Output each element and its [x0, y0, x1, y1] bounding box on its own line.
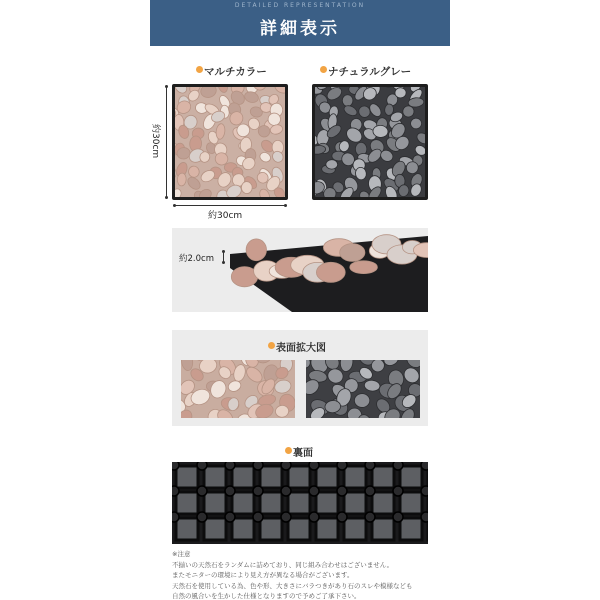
page-title: 詳細表示	[260, 19, 340, 39]
stud-shape	[172, 462, 179, 470]
gray-tile-image	[312, 84, 428, 200]
notes	[172, 549, 442, 600]
note-line: ※注意	[172, 550, 191, 558]
stone-shape	[175, 187, 183, 197]
stud-shape	[281, 512, 291, 522]
stud-shape	[337, 486, 347, 496]
grid-cell-shape	[232, 466, 254, 488]
stud-shape	[172, 486, 179, 496]
grid-cell-shape	[372, 518, 394, 540]
grid-cell-shape	[372, 492, 394, 514]
note-line: またモニターの環境により見え方が異なる場合がございます。	[172, 571, 354, 579]
stud-shape	[365, 462, 375, 470]
grid-cell-shape	[204, 466, 226, 488]
stud-shape	[197, 462, 207, 470]
stone-shape	[340, 244, 365, 262]
height-dimension-line	[166, 86, 167, 198]
width-dimension-line	[174, 205, 286, 206]
thickness-label: 約2.0cm	[179, 254, 214, 264]
grid-cell-shape	[260, 518, 282, 540]
stone-shape	[306, 409, 310, 418]
note-line: 天然石を使用している為、色や形、大きさにバラつきがあり石のスレや模様なども	[172, 581, 413, 590]
stone-shape	[216, 87, 229, 94]
stone-shape	[246, 239, 266, 261]
stone-shape	[241, 181, 252, 193]
stud-shape	[225, 486, 235, 496]
grid-cell-shape	[288, 518, 310, 540]
stone-shape	[186, 175, 203, 192]
stud-shape	[421, 486, 428, 496]
closeup-section-label: 表面拡大図	[268, 339, 326, 354]
stone-shape	[316, 262, 345, 282]
grid-cell-shape	[176, 518, 198, 540]
stud-shape	[365, 512, 375, 522]
stud-shape	[172, 512, 179, 522]
stud-shape	[225, 462, 235, 470]
grid-cell-shape	[176, 492, 198, 514]
stud-shape	[225, 512, 235, 522]
grid-cell-shape	[344, 492, 366, 514]
stud-shape	[421, 512, 428, 522]
stone-shape	[215, 123, 225, 140]
grid-cell-shape	[400, 466, 422, 488]
stone-shape	[364, 379, 381, 391]
header-subtitle: DETAILED REPRESENTATION	[234, 2, 366, 9]
stud-shape	[309, 512, 319, 522]
stone-shape	[354, 393, 370, 407]
stone-shape	[367, 102, 383, 119]
page-header	[150, 0, 450, 46]
stone-shape	[326, 160, 338, 170]
stud-shape	[281, 462, 291, 470]
stud-shape	[197, 486, 207, 496]
stone-shape	[342, 95, 353, 107]
stone-shape	[370, 360, 387, 374]
grid-cell-shape	[232, 518, 254, 540]
grid-cell-shape	[400, 518, 422, 540]
stone-shape	[181, 360, 194, 371]
grid-cell-shape	[260, 466, 282, 488]
stud-shape	[393, 486, 403, 496]
multicolor-closeup-image	[181, 360, 295, 418]
grid-cell-shape	[316, 492, 338, 514]
stud-shape	[253, 512, 263, 522]
gray-closeup-image	[306, 360, 420, 418]
stone-shape	[187, 165, 200, 179]
stone-shape	[175, 87, 189, 95]
stud-shape	[281, 486, 291, 496]
accent-dot-icon	[285, 447, 292, 454]
stud-shape	[337, 462, 347, 470]
accent-dot-icon	[268, 342, 275, 349]
stud-shape	[253, 462, 263, 470]
grid-cell-shape	[204, 492, 226, 514]
stud-shape	[309, 486, 319, 496]
back-section-label: 裏面	[285, 444, 313, 459]
stone-shape	[415, 131, 425, 146]
grid-cell-shape	[288, 492, 310, 514]
grid-cell-shape	[232, 492, 254, 514]
grid-cell-shape	[288, 466, 310, 488]
stud-shape	[393, 462, 403, 470]
variant-label-multicolor: マルチカラー	[196, 64, 267, 79]
stone-shape	[401, 365, 420, 386]
multicolor-tile-image	[172, 84, 288, 200]
stone-shape	[175, 90, 176, 105]
accent-dot-icon	[320, 66, 327, 73]
stud-shape	[197, 512, 207, 522]
grid-cell-shape	[316, 518, 338, 540]
stone-shape	[243, 90, 259, 104]
grid-cell-shape	[260, 492, 282, 514]
height-dimension-label: 約30cm	[150, 124, 160, 159]
stud-shape	[337, 512, 347, 522]
stone-shape	[273, 378, 292, 394]
grid-cell-shape	[316, 466, 338, 488]
side-view-panel	[172, 228, 428, 312]
stone-shape	[395, 87, 407, 98]
grid-cell-shape	[176, 466, 198, 488]
stud-shape	[309, 462, 319, 470]
back-side-image	[172, 462, 428, 544]
grid-cell-shape	[400, 492, 422, 514]
thickness-dimension-line	[223, 251, 224, 263]
stud-shape	[365, 486, 375, 496]
note-line: 不揃いの天然石をランダムに詰めており、同じ組み合わせはございません。	[172, 560, 394, 569]
note-line: 自然の風合いを生かした仕様となりますので予めご了承下さい。	[172, 592, 361, 600]
width-dimension-label: 約30cm	[208, 211, 243, 221]
accent-dot-icon	[196, 66, 203, 73]
variant-label-gray: ナチュラルグレー	[320, 64, 411, 79]
stud-shape	[393, 512, 403, 522]
stone-shape	[258, 151, 272, 164]
grid-cell-shape	[204, 518, 226, 540]
stud-shape	[421, 462, 428, 470]
stone-shape	[199, 87, 217, 99]
stone-shape	[350, 261, 378, 274]
grid-cell-shape	[372, 466, 394, 488]
grid-cell-shape	[344, 518, 366, 540]
stone-shape	[410, 117, 423, 129]
grid-cell-shape	[344, 466, 366, 488]
stud-shape	[253, 486, 263, 496]
stone-shape	[339, 360, 354, 372]
